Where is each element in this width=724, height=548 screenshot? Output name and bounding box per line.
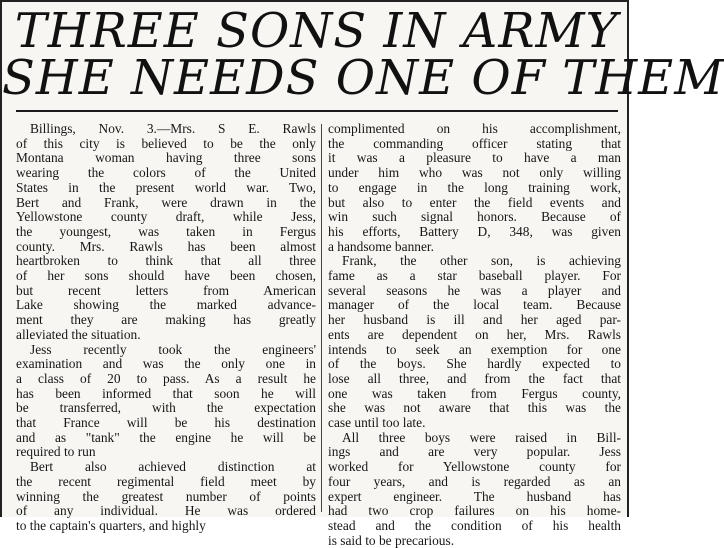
column-divider — [321, 124, 322, 512]
article-line: one was taken from Fergus county, — [328, 385, 621, 401]
article-line: county. Mrs. Rawls has been almost — [16, 238, 316, 254]
article-line: under him who was not only willing — [328, 165, 621, 181]
article-line: Montana woman having three sons — [16, 150, 316, 166]
article-line: his efforts, Battery D, 348, was given — [328, 223, 621, 239]
article-right-column — [328, 122, 621, 548]
article-line: All three boys were raised in Bill- — [342, 429, 621, 445]
article-line: expert engineer. The husband has — [328, 488, 621, 504]
article-line: to the captain's quarters, and highly — [16, 517, 206, 533]
article-left-column — [16, 122, 316, 534]
article-line: a class of 20 to pass. As a result he — [16, 370, 316, 386]
article-line: several seasons he was a player and — [328, 282, 621, 298]
headline-line-2: SHE NEEDS ONE OF THEM — [2, 50, 724, 106]
article-line: States in the present world war. Two, — [16, 179, 316, 195]
article-line: stead and the condition of his health — [328, 517, 621, 533]
article-line: the recent regimental field meet by — [16, 473, 316, 489]
article-line: lose all three, and from the fact that — [328, 370, 621, 386]
article-line: Frank, the other son, is achieving — [342, 253, 621, 269]
article-line: Lake showing the marked advance- — [16, 297, 316, 313]
article-line: ings and are very popular. Jess — [328, 444, 621, 460]
article-line: is said to be precarious. — [328, 532, 455, 548]
article-line: four years, and is regarded as an — [328, 473, 621, 489]
article-line: Yellowstone county draft, while Jess, — [16, 209, 316, 225]
headline-rule — [16, 110, 618, 112]
article-line: that France will be his destination — [16, 415, 316, 431]
article-line: but recent letters from American — [16, 282, 316, 298]
article-line: intends to seek an exemption for one — [328, 341, 621, 357]
headline-line-1: THREE SONS IN ARMY — [14, 3, 619, 59]
article-line: Bert and Frank, were drawn in the — [16, 194, 316, 210]
article-line: of any individual. He was ordered — [16, 503, 316, 519]
article-line: but also to enter the field events and — [328, 194, 621, 210]
article-line: Billings, Nov. 3.—Mrs. S E. Rawls — [30, 121, 316, 136]
article-line: examination and was the only one in — [16, 356, 316, 372]
article-line: of this city is believed to be the only — [16, 135, 316, 151]
article-line: Jess recently took the engineers' — [30, 341, 316, 357]
article-line: worked for Yellowstone county for — [328, 459, 621, 475]
article-line: be transferred, with the expectation — [16, 400, 316, 416]
article-line: of the boys. She hardly expected to — [328, 356, 621, 372]
article-line: winning the greatest number of points — [16, 488, 316, 504]
article-line: win such signal honors. Because of — [328, 209, 621, 225]
article-line: Bert also achieved distinction at — [30, 459, 316, 475]
article-line: heartbroken to think that all three — [16, 253, 316, 269]
article-line: to engage in the long training work, — [328, 179, 621, 195]
article-line: fame as a star baseball player. For — [328, 268, 621, 284]
article-line: of her sons should have been chosen, — [16, 268, 316, 284]
article-line: complimented on his accomplishment, — [328, 121, 621, 136]
article-line: case until too late. — [328, 415, 426, 431]
article-line: ment they are making has greatly — [16, 312, 316, 328]
article-line: manager of the local team. Because — [328, 297, 621, 313]
headline — [2, 3, 724, 106]
article-line: the youngest, was taken in Fergus — [16, 223, 316, 239]
article-line: has been informed that soon he will — [16, 385, 316, 401]
article-line: ents are dependent on her, Mrs. Rawls — [328, 326, 621, 342]
article-line: and as "tank" the engine he will be — [16, 429, 316, 445]
article-line: she was not aware that this was the — [328, 400, 621, 416]
article-line: had two crop failures on his home- — [328, 503, 621, 519]
article-line: her husband is ill and her aged par- — [328, 312, 621, 328]
article-line: alleviated the situation. — [16, 326, 141, 342]
article-line: wearing the colors of the United — [16, 165, 316, 181]
article-line: required to run — [16, 444, 96, 460]
article-line: the commanding officer stating that — [328, 135, 621, 151]
article-line: a handsome banner. — [328, 238, 434, 254]
article-line: it was a pleasure to have a man — [328, 150, 621, 166]
